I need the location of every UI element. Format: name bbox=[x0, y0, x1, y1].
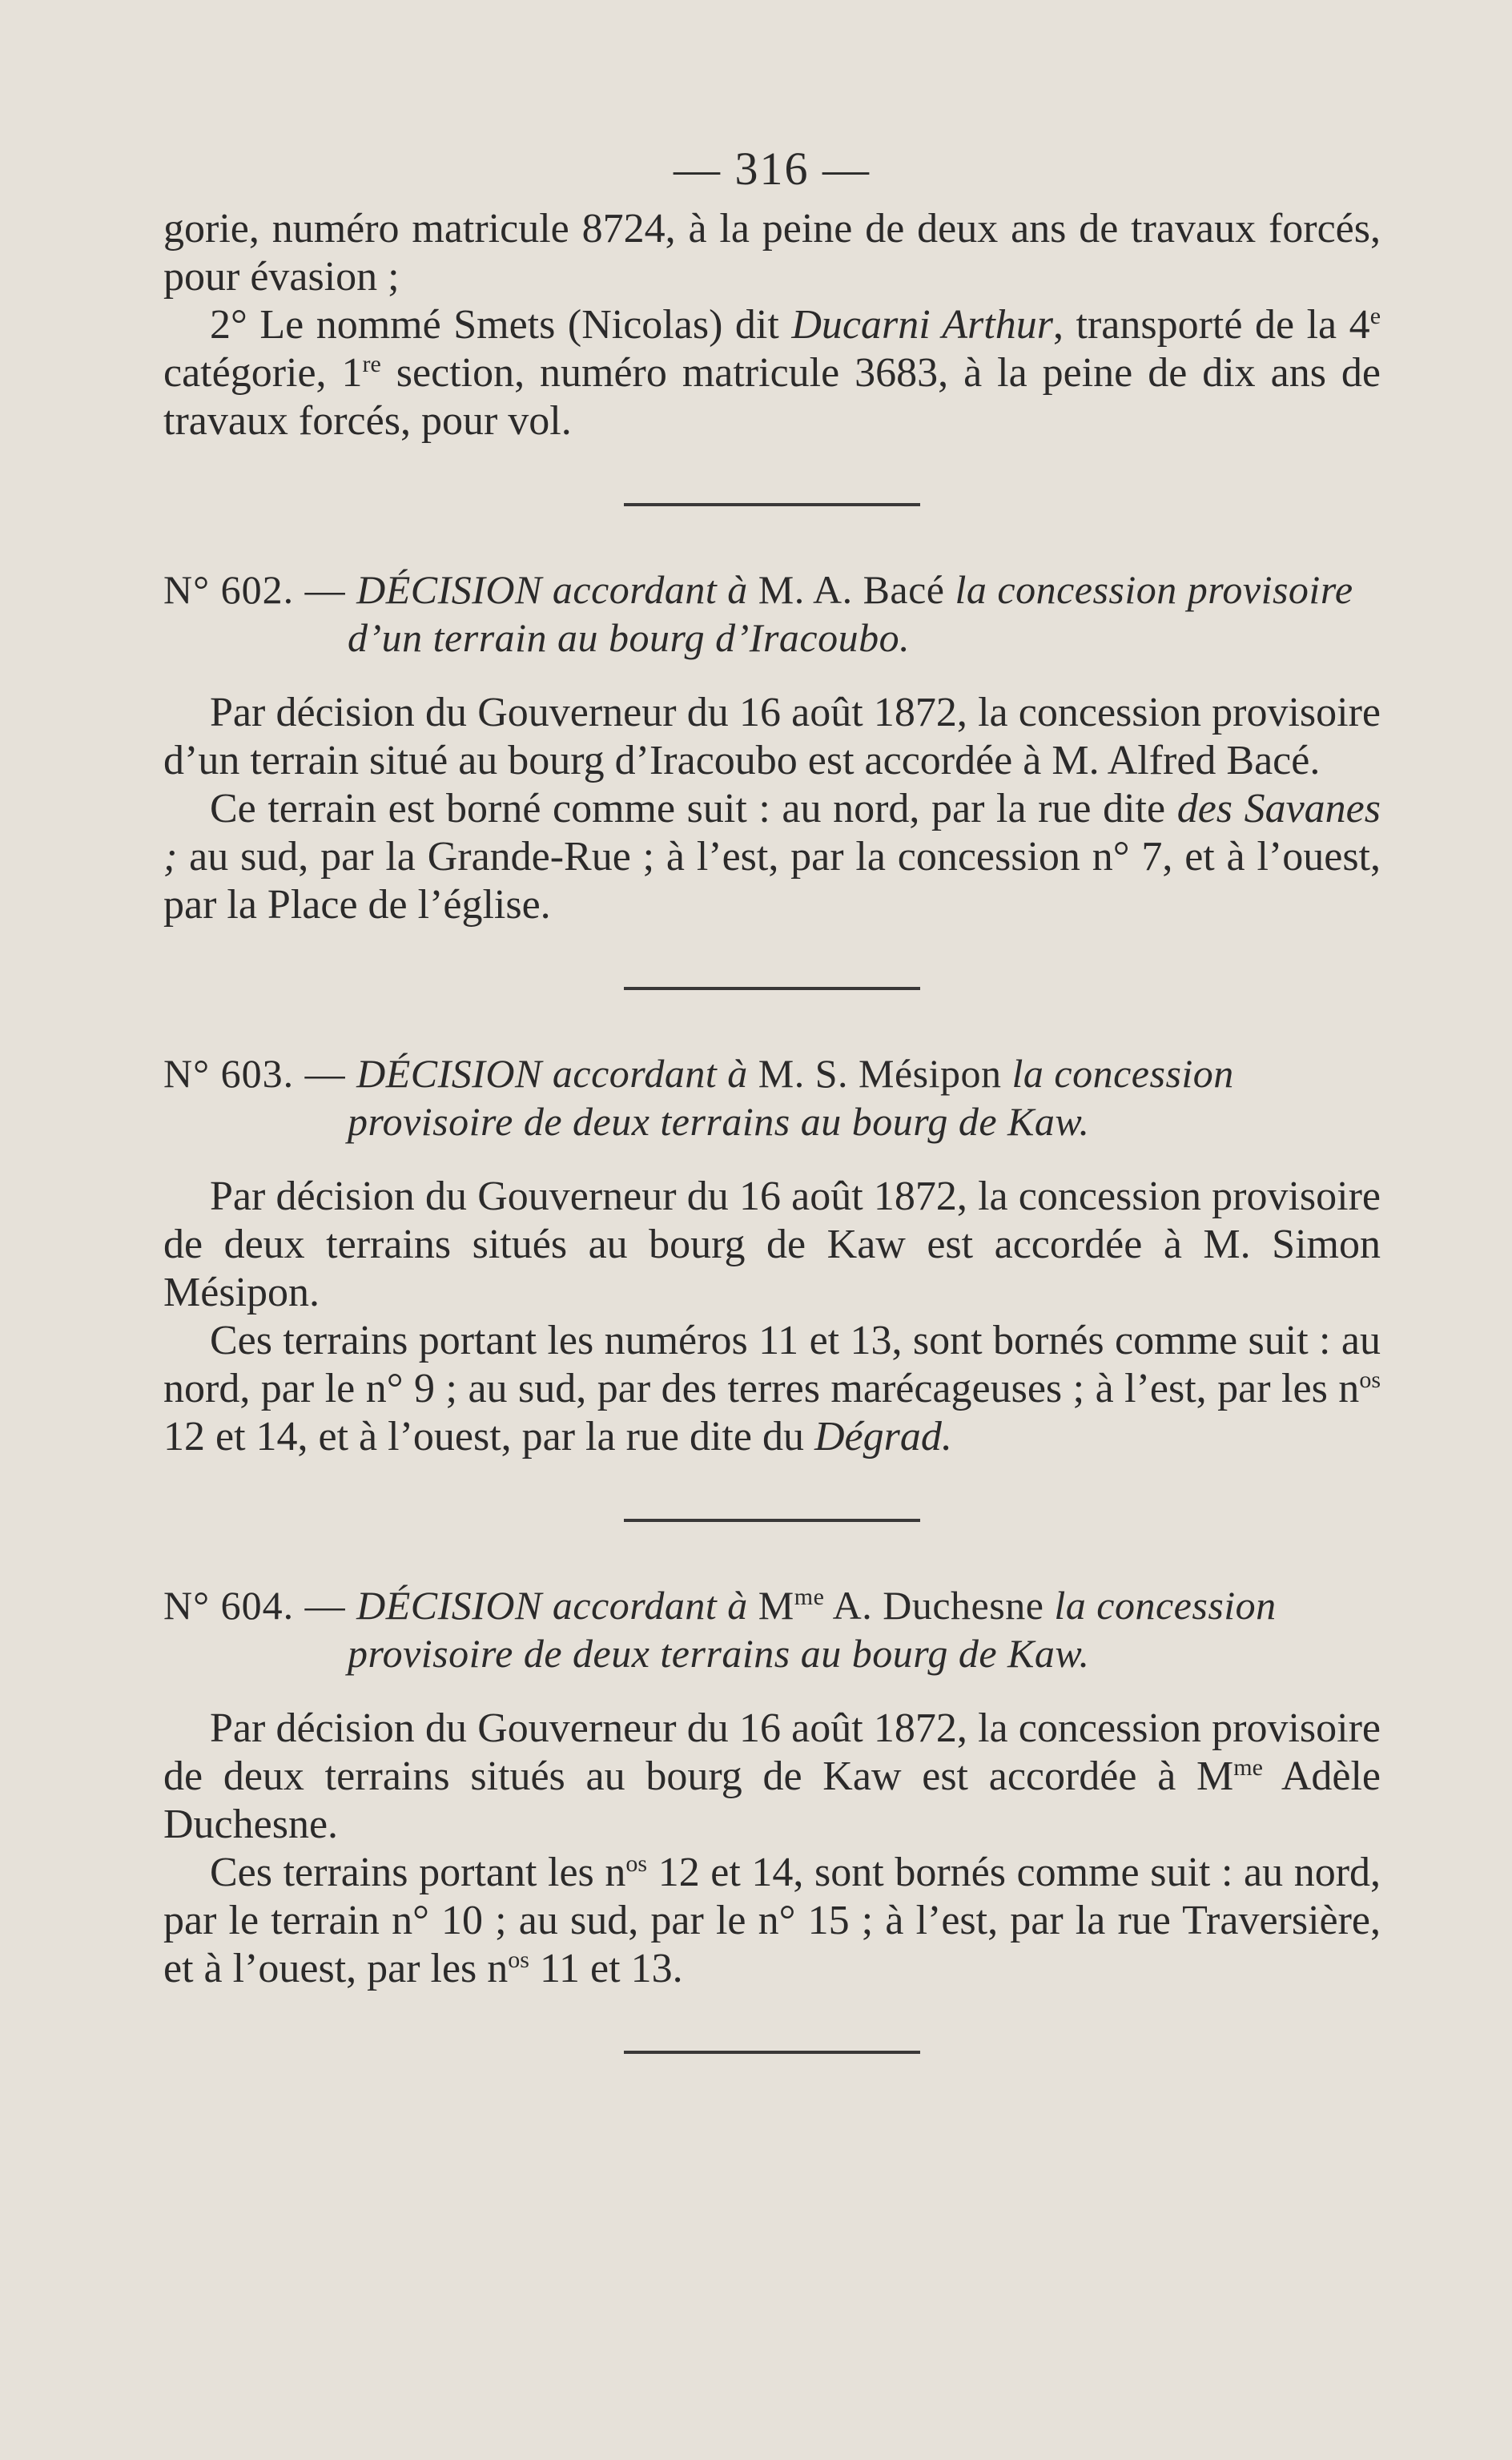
section-divider bbox=[624, 987, 920, 990]
section-604-paragraph-1: Par décision du Gouverneur du 16 août 1872, la concession provisoire de deux terrains situés au bourg de Kaw est accordée à $M^{me}$ Adèle Duchesne. bbox=[163, 1705, 1381, 1847]
intro-paragraph-1: gorie, numéro matricule 8724, à la peine de deux ans de travaux forcés, pour évasion ; bbox=[163, 206, 1381, 300]
intro-paragraph-2: 2° Le nommé Smets (Nicolas) dit Ducarni Arthur, transporté de la 4e catégorie, 1re section, numéro matricule 3683, à la peine de dix ans de travaux forcés, pour vol. bbox=[163, 302, 1381, 444]
section-divider bbox=[624, 2051, 920, 2054]
document-page bbox=[163, 138, 1381, 2054]
section-604-paragraph-2: Ces terrains portant les $n^{os}$ 12 et 14, sont bornés comme suit : au nord, par le terrain n° 10 ; au sud, par le n° 15 ; à l’est, par la rue Traversière, et à l’ouest, par les $n^{os}$ 11 et 13. bbox=[163, 1850, 1381, 1991]
section-title-602: N° 602. — DÉCISION accordant à M. A. Bacé la concession provisoire d’un terrain au bourg d’Iracoubo. bbox=[163, 567, 1353, 660]
section-divider bbox=[624, 1519, 920, 1522]
section-602-paragraph-2: Ce terrain est borné comme suit : au nord, par la rue dite des Savanes ; au sud, par la Grande-Rue ; à l’est, par la concession n° 7, et à l’ouest, par la Place de l’église. bbox=[163, 786, 1381, 928]
section-title-604: N° 604. — DÉCISION accordant à $M^{me}$ A. Duchesne la concession provisoire de deux terrains au bourg de Kaw. bbox=[163, 1583, 1277, 1676]
page-number: — 316 — bbox=[674, 143, 871, 195]
section-603-paragraph-1: Par décision du Gouverneur du 16 août 1872, la concession provisoire de deux terrains situés au bourg de Kaw est accordée à M. Simon Mésipon. bbox=[163, 1174, 1381, 1315]
section-603-paragraph-2: Ces terrains portant les numéros 11 et 13, sont bornés comme suit : au nord, par le n° 9 ; au sud, par des terres marécageuses ; à l’est, par les $n^{os}$ 12 et 14, et à l’ouest, par la rue dite du Dégrad. bbox=[163, 1318, 1381, 1459]
section-title-603: N° 603. — DÉCISION accordant à M. S. Mésipon la concession provisoire de deux terrains au bourg de Kaw. bbox=[163, 1051, 1234, 1144]
alias-name: Ducarni Arthur bbox=[791, 302, 1053, 348]
section-divider bbox=[624, 503, 920, 506]
section-602-paragraph-1: Par décision du Gouverneur du 16 août 1872, la concession provisoire d’un terrain situé au bourg d’Iracoubo est accordée à M. Alfred Bacé. bbox=[163, 690, 1381, 783]
